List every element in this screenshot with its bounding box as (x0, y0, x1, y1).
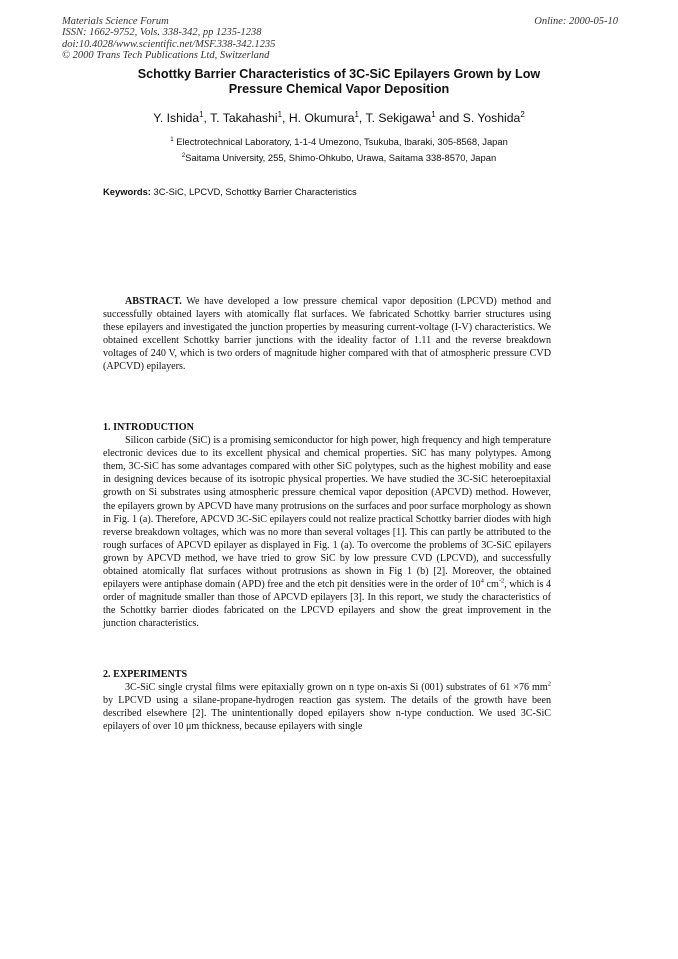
keywords-text: 3C-SiC, LPCVD, Schottky Barrier Characteristics (150, 186, 357, 197)
issn-line[interactable]: ISSN: 1662-9752, Vols. 338-342, pp 1235-1238 (62, 27, 262, 39)
copyright-line: © 2000 Trans Tech Publications Ltd, Switzerland (62, 50, 270, 62)
keywords-label: Keywords: (103, 186, 151, 197)
author-affiliation-mark: 1 (354, 109, 359, 119)
abstract (103, 295, 551, 374)
exponent: -2 (498, 577, 505, 585)
author-name: S. Yoshida (462, 111, 521, 125)
title-line-1: Schottky Barrier Characteristics of 3C-SiC Epilayers Grown by Low (137, 67, 541, 81)
journal-header (62, 16, 275, 62)
author-separator: , (358, 111, 366, 125)
experiments-text: by LPCVD using a silane-propane-hydrogen reaction gas system. The details of the growth have been described elsewhere [2]. The unintentionally doped epilayers show n-type conduction. We used 3C-SiC epilayers of over 10 μm thickness, because epilayers with single (103, 695, 551, 733)
exponent: 4 (480, 577, 484, 585)
affiliation-mark: 1 (170, 135, 174, 143)
abstract-text: We have developed a low pressure chemical vapor deposition (LPCVD) method and successfully obtained layers with atomically flat surfaces. We fabricated Schottky barrier structures using these epilayers and investigated the junction properties by measuring current-voltage (I-V) characteristics. We obtained excellent Schottky barrier junctions with the ideality factor of 1.11 and the reverse breakdown voltages of 240 V, which is two orders of magnitude higher compared with that of atmospheric pressure CVD (APCVD) epilayers. (103, 296, 551, 373)
intro-text: Silicon carbide (SiC) is a promising semiconductor for high power, high frequency and high temperature electronic devices due to its excellent physical and chemical properties. SiC has many polytypes. Among them, 3C-SiC has some advantages compared with other SiC polytypes, such as the highest mobility and ease in designing devices because of its isotropic physical properties. We have studied the 3C-SiC heteroepitaxial growth on Si substrates using atmospheric pressure chemical vapor deposition (APCVD) method. However, the epilayers grown by APCVD have many protrusions on the surfaces and poor surface morphology as shown in Fig. 1 (a). Therefore, APCVD 3C-SiC epilayers could not realize practical Schottky barrier diodes with high reverse breakdown voltages, which was no more than several voltages [1]. This can partly be attributed to the rough surfaces of APCVD epilayer as displayed in Fig. 1 (a). To overcome the problems of 3C-SiC epilayers grown by APCVD method, we have tried to grow SiC by low pressure CVD (LPCVD), and successfully obtained atomically flat surfaces without protrusions as shown in Fig 1 (b) [2]. Moreover, the obtained epilayers were antiphase domain (APD) free and the etch pit densities were in the order of 10 (103, 435, 551, 591)
section-heading: 2. EXPERIMENTS (103, 669, 188, 680)
author-list (60, 111, 618, 125)
intro-text: cm (483, 579, 499, 591)
section-experiments (103, 668, 551, 733)
author-affiliation-mark: 1 (199, 109, 204, 119)
author-name: T. Takahashi (210, 111, 278, 125)
title-line-2: Pressure Chemical Vapor Deposition (228, 82, 450, 96)
keywords (103, 186, 357, 197)
author-name: H. Okumura (288, 111, 355, 125)
author-name: Y. Ishida (153, 111, 200, 125)
experiments-text: 3C-SiC single crystal films were epitaxially grown on n type on-axis Si (001) substrates of 61 ×76 mm (125, 682, 548, 694)
author-name: T. Sekigawa (365, 111, 432, 125)
online-date: Online: 2000-05-10 (534, 16, 618, 27)
doi-link[interactable]: doi:10.4028/www.scientific.net/MSF.338-342.1235 (62, 38, 276, 50)
affiliation-text: Electrotechnical Laboratory, 1-1-4 Umezono, Tsukuba, Ibaraki, 305-8568, Japan (176, 136, 508, 147)
section-heading: 1. INTRODUCTION (103, 422, 194, 433)
intro-text: , which is 4 order of magnitude smaller than those of APCVD epilayers [3]. In this report, we study the characteristics of the Schottky barrier diodes fabricated on the LPCVD epilayers and show the great improvement in the junction characteristics. (103, 579, 551, 630)
author-separator: , (282, 111, 289, 125)
experiments-paragraph (103, 681, 551, 733)
section-introduction (103, 421, 551, 631)
journal-name: Materials Science Forum (62, 16, 169, 27)
paper-title (60, 67, 618, 97)
affiliation-mark: 2 (181, 151, 186, 159)
author-affiliation-mark: 1 (431, 109, 436, 119)
author-separator: , (203, 111, 211, 125)
abstract-label: ABSTRACT. (125, 296, 182, 307)
affiliation-text: Saitama University, 255, Shimo-Ohkubo, Urawa, Saitama 338-8570, Japan (185, 152, 497, 163)
author-and: and (435, 111, 463, 125)
intro-paragraph (103, 434, 551, 630)
author-affiliation-mark: 2 (520, 109, 525, 119)
affiliation-2 (60, 152, 618, 163)
exponent: 2 (547, 680, 551, 688)
author-affiliation-mark: 1 (277, 109, 283, 119)
affiliation-1 (60, 136, 618, 147)
